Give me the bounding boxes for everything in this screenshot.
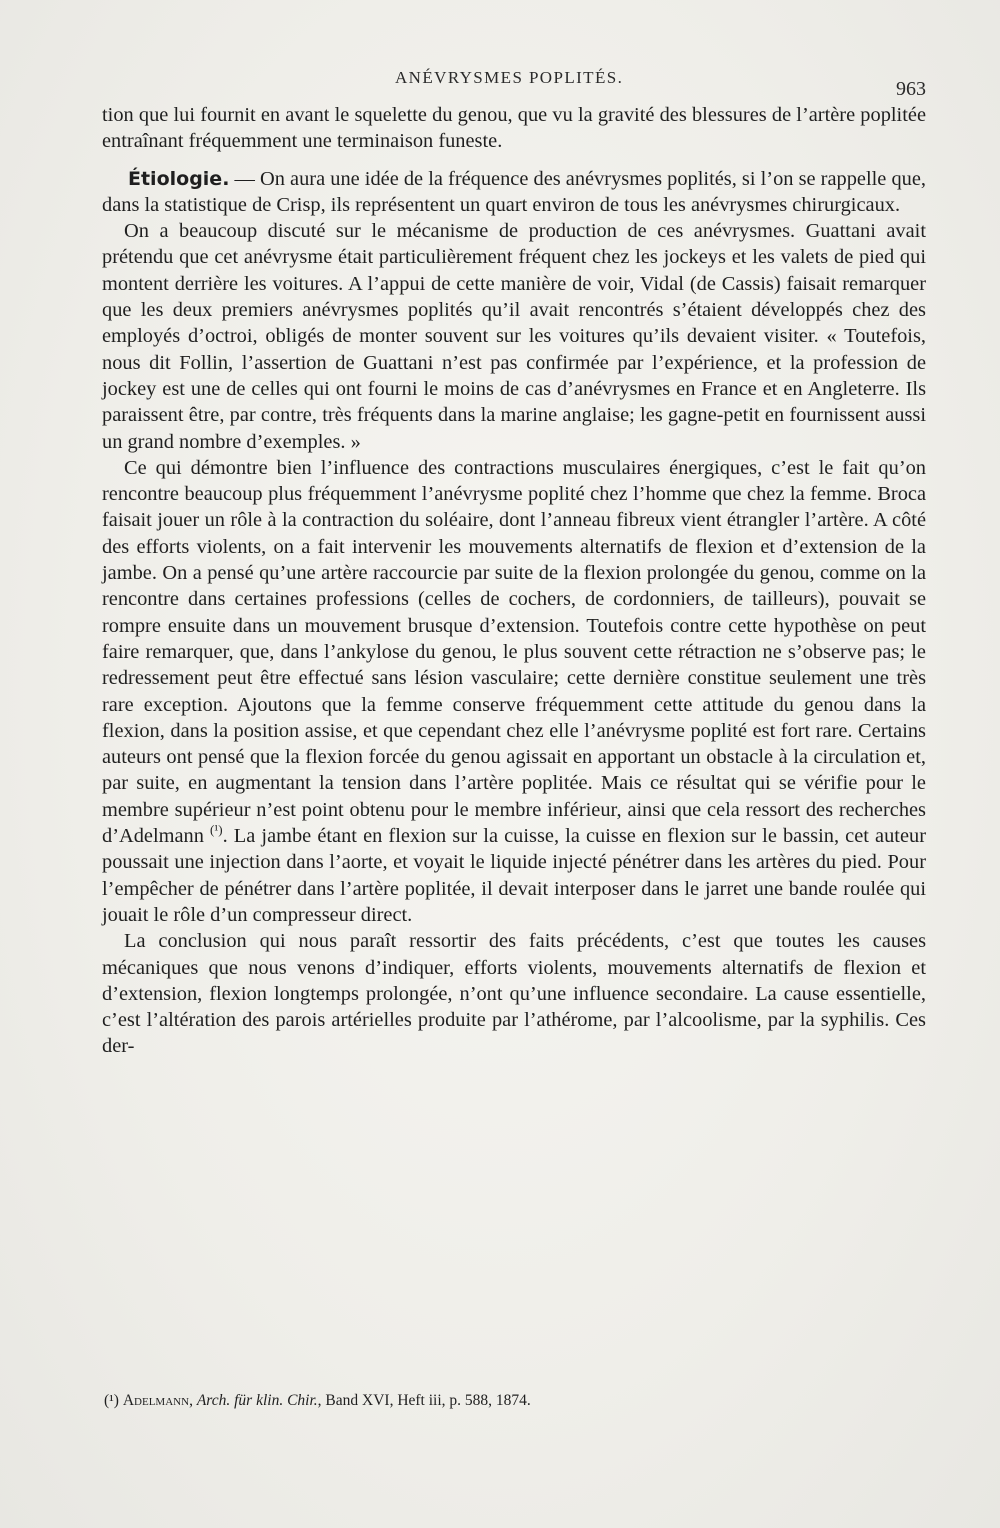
running-title: ANÉVRYSMES POPLITÉS. bbox=[395, 68, 624, 87]
footnote-author: Adelmann bbox=[122, 1392, 190, 1409]
body-text bbox=[102, 102, 926, 1060]
footnote-details: , Band XVI, Heft iii, p. 588, 1874. bbox=[317, 1392, 531, 1409]
running-head bbox=[0, 68, 1000, 98]
section-heading-etiologie: Étiologie. bbox=[128, 167, 230, 190]
paragraph-etiologie bbox=[102, 166, 926, 219]
paragraph-5: La conclusion qui nous paraît ressortir des faits précédents, c’est que toutes les causes mécaniques que nous venons d’indiquer, efforts violents, mouvements alternatifs de flexion et d’extension, flexion longtemps prolongée, n’ont qu’une influence secondaire. La cause essentielle, c’est l’altération des parois artérielles produite par l’athérome, par l’alcoolisme, par la syphilis. Ces der- bbox=[102, 930, 926, 1058]
paragraph-3: On a beaucoup discuté sur le mécanisme de production de ces anévrysmes. Guattani avait prétendu que cet anévrysme était particulièrement fréquent chez les jockeys et les valets de pied qui montent derrière les voitures. A l’appui de cette manière de voir, Vidal (de Cassis) faisait remarquer que les deux premiers anévrysmes poplités qu’il avait rencontrés s’étaient développés chez des employés d’octroi, obligés de monter souvent sur les voitures qu’ils devaient visiter. « Toutefois, nous dit Follin, l’assertion de Guattani n’est pas confirmée par l’expérience, et la profession de jockey est une de celles qui ont fourni le moins de cas d’anévrysmes en France et en Angleterre. Ils paraissent être, par contre, très fréquents dans la marine anglaise; les gagne-petit en fournissent aussi un grand nombre d’exemples. » bbox=[102, 220, 926, 453]
paragraph-4 bbox=[102, 455, 926, 928]
page-number: 963 bbox=[896, 78, 926, 100]
footnote-journal: Arch. für klin. Chir. bbox=[196, 1392, 318, 1409]
footnote-reference: (¹) bbox=[210, 822, 223, 838]
paragraph-1: tion que lui fournit en avant le squelette du genou, que vu la gravité des blessures de l’artère poplitée entraînant fréquemment une terminaison funeste. bbox=[102, 104, 926, 153]
paragraph-4-text-a: Ce qui démontre bien l’influence des contractions musculaires énergiques, c’est le fait qu’on rencontre beaucoup plus fréquemment l’anévrysme poplité chez l’homme que chez la femme. Broca faisait jouer un rôle à la contraction du soléaire, dont l’anneau fibreux vient étrangler l’artère. A côté des efforts violents, on a fait intervenir les mouvements alternatifs de flexion et d’extension de la jambe. On a pensé qu’une artère raccourcie par suite de la flexion prolongée du genou, comme on la rencontre dans certaines professions (celles de cochers, de cordonniers, de tailleurs), pouvait se rompre ensuite dans un mouvement brusque d’extension. Toutefois contre cette hypothèse on peut faire remarquer, que, dans l’ankylose du genou, le plus souvent cette rétraction ne s’observe pas; le redressement peut être effectué sans lésion vasculaire; cette dernière constitue seulement une très rare exception. Ajoutons que la femme conserve fréquemment cette attitude du genou dans la flexion, dans la position assise, et que cependant chez elle l’anévrysme poplité est fort rare. Certains auteurs ont pensé que la flexion forcée du genou agissait en apportant un obstacle à la circulation et, par suite, en augmentant la tension dans l’artère poplitée. Mais ce résultat qui se vérifie pour le membre supérieur n’est point obtenu pour le membre inférieur, ainsi que cela ressort des recherches d’Adelmann bbox=[102, 456, 926, 848]
paragraph-4-text-b: . La jambe étant en flexion sur la cuisse, la cuisse en flexion sur le bassin, cet auteur poussait une injection dans l’aorte, et voyait le liquide injecté pénétrer dans les artères du pied. Pour l’empêcher de pénétrer dans l’artère poplitée, il devait interposer dans le jarret une bande roulée qui jouait le rôle d’un compresseur direct. bbox=[102, 825, 926, 926]
footnote-mark: (¹) bbox=[104, 1392, 119, 1409]
paragraph-etiologie-text: — On aura une idée de la fréquence des anévrysmes poplités, si l’on se rappelle que, dans la statistique de Crisp, ils représentent un quart environ de tous les anévrysmes chirurgicaux. bbox=[102, 167, 926, 216]
footnote: (¹) Adelmann, Arch. für klin. Chir., Band XVI, Heft iii, p. 588, 1874. bbox=[104, 1392, 531, 1409]
